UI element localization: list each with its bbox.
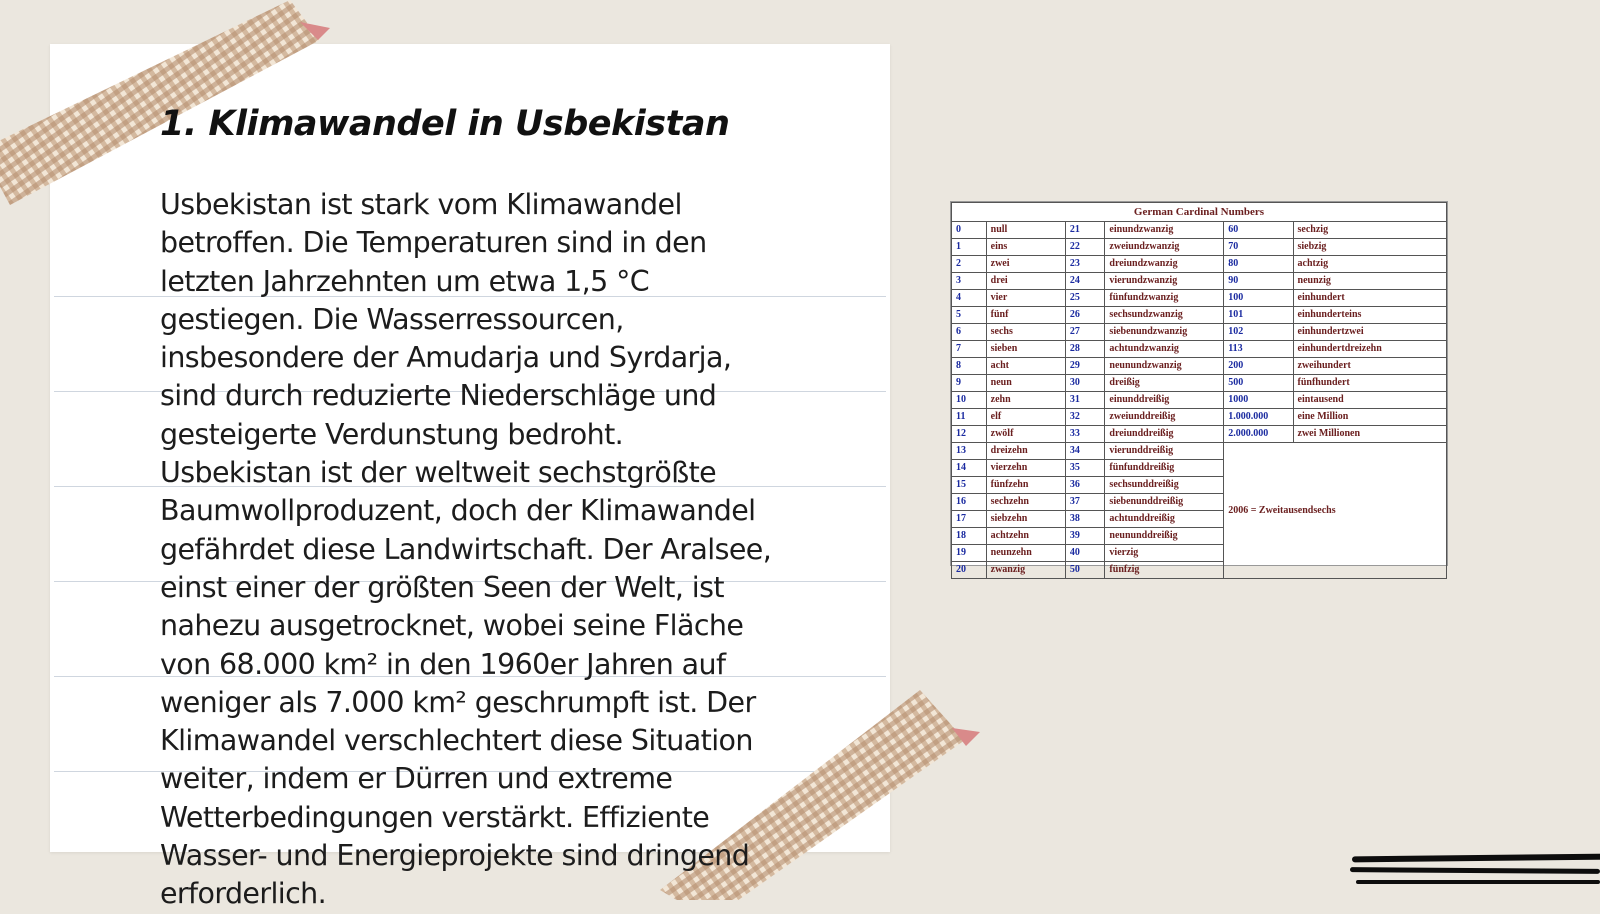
cardinal-numbers-table <box>950 201 1448 575</box>
word-cell: achtunddreißig <box>1105 511 1224 528</box>
word-cell: zweiundzwanzig <box>1105 239 1224 256</box>
number-cell: 5 <box>952 307 987 324</box>
word-cell: sieben <box>986 341 1065 358</box>
number-cell: 1.000.000 <box>1224 409 1293 426</box>
word-cell: achtundzwanzig <box>1105 341 1224 358</box>
word-cell: sechsundzwanzig <box>1105 307 1224 324</box>
word-cell: einhundertdreizehn <box>1293 341 1446 358</box>
number-cell: 21 <box>1065 222 1105 239</box>
word-cell: dreißig <box>1105 375 1224 392</box>
number-cell: 8 <box>952 358 987 375</box>
word-cell: zwei <box>986 256 1065 273</box>
slide-title: 1. Klimawandel in Usbekistan <box>160 104 730 144</box>
brush-stroke-icon <box>1356 880 1600 884</box>
table-row <box>952 239 1447 256</box>
word-cell: dreizehn <box>986 443 1065 460</box>
number-cell: 113 <box>1224 341 1293 358</box>
number-cell: 12 <box>952 426 987 443</box>
word-cell: elf <box>986 409 1065 426</box>
table-row <box>952 222 1447 239</box>
number-cell: 70 <box>1224 239 1293 256</box>
number-cell: 27 <box>1065 324 1105 341</box>
number-cell: 34 <box>1065 443 1105 460</box>
number-cell: 33 <box>1065 426 1105 443</box>
word-cell: neunzig <box>1293 273 1446 290</box>
word-cell: neunundzwanzig <box>1105 358 1224 375</box>
number-cell: 16 <box>952 494 987 511</box>
number-cell: 13 <box>952 443 987 460</box>
word-cell: vierundzwanzig <box>1105 273 1224 290</box>
word-cell: zwölf <box>986 426 1065 443</box>
word-cell: zwei Millionen <box>1293 426 1446 443</box>
table-row <box>952 409 1447 426</box>
word-cell: fünfunddreißig <box>1105 460 1224 477</box>
number-cell: 14 <box>952 460 987 477</box>
number-cell: 39 <box>1065 528 1105 545</box>
number-cell: 2 <box>952 256 987 273</box>
number-cell: 2.000.000 <box>1224 426 1293 443</box>
word-cell: einhundertzwei <box>1293 324 1446 341</box>
number-cell: 38 <box>1065 511 1105 528</box>
word-cell: zweihundert <box>1293 358 1446 375</box>
word-cell: einhundert <box>1293 290 1446 307</box>
word-cell: drei <box>986 273 1065 290</box>
word-cell: null <box>986 222 1065 239</box>
number-cell: 6 <box>952 324 987 341</box>
number-cell: 26 <box>1065 307 1105 324</box>
table-row <box>952 273 1447 290</box>
word-cell: acht <box>986 358 1065 375</box>
word-cell: sechsunddreißig <box>1105 477 1224 494</box>
number-cell: 9 <box>952 375 987 392</box>
word-cell: fünfzig <box>1105 562 1224 579</box>
number-cell: 50 <box>1065 562 1105 579</box>
table-row <box>952 324 1447 341</box>
word-cell: zweiunddreißig <box>1105 409 1224 426</box>
number-cell: 102 <box>1224 324 1293 341</box>
word-cell: eins <box>986 239 1065 256</box>
word-cell: achtzehn <box>986 528 1065 545</box>
table-note: 2006 = Zweitausendsechs <box>1224 443 1447 579</box>
table-row <box>952 307 1447 324</box>
word-cell: fünfzehn <box>986 477 1065 494</box>
number-cell: 7 <box>952 341 987 358</box>
word-cell: siebenundzwanzig <box>1105 324 1224 341</box>
number-cell: 37 <box>1065 494 1105 511</box>
number-cell: 4 <box>952 290 987 307</box>
number-cell: 29 <box>1065 358 1105 375</box>
number-cell: 31 <box>1065 392 1105 409</box>
word-cell: sechzig <box>1293 222 1446 239</box>
word-cell: einhunderteins <box>1293 307 1446 324</box>
number-cell: 28 <box>1065 341 1105 358</box>
word-cell: sechs <box>986 324 1065 341</box>
number-cell: 36 <box>1065 477 1105 494</box>
number-cell: 20 <box>952 562 987 579</box>
table-caption: German Cardinal Numbers <box>952 203 1447 222</box>
number-cell: 15 <box>952 477 987 494</box>
word-cell: vierunddreißig <box>1105 443 1224 460</box>
number-cell: 80 <box>1224 256 1293 273</box>
number-cell: 19 <box>952 545 987 562</box>
brush-stroke-icon <box>1350 867 1600 874</box>
word-cell: fünfundzwanzig <box>1105 290 1224 307</box>
word-cell: einunddreißig <box>1105 392 1224 409</box>
number-cell: 500 <box>1224 375 1293 392</box>
number-cell: 101 <box>1224 307 1293 324</box>
number-cell: 35 <box>1065 460 1105 477</box>
table-row <box>952 375 1447 392</box>
word-cell: vier <box>986 290 1065 307</box>
table-row <box>952 358 1447 375</box>
word-cell: dreiundzwanzig <box>1105 256 1224 273</box>
number-cell: 23 <box>1065 256 1105 273</box>
word-cell: neunzehn <box>986 545 1065 562</box>
word-cell: vierzig <box>1105 545 1224 562</box>
table-row <box>952 290 1447 307</box>
number-cell: 200 <box>1224 358 1293 375</box>
number-cell: 60 <box>1224 222 1293 239</box>
word-cell: siebzehn <box>986 511 1065 528</box>
number-cell: 10 <box>952 392 987 409</box>
number-cell: 0 <box>952 222 987 239</box>
number-cell: 90 <box>1224 273 1293 290</box>
word-cell: vierzehn <box>986 460 1065 477</box>
number-cell: 1000 <box>1224 392 1293 409</box>
number-cell: 22 <box>1065 239 1105 256</box>
word-cell: neununddreißig <box>1105 528 1224 545</box>
number-cell: 25 <box>1065 290 1105 307</box>
word-cell: zwanzig <box>986 562 1065 579</box>
number-cell: 18 <box>952 528 987 545</box>
number-cell: 40 <box>1065 545 1105 562</box>
word-cell: fünfhundert <box>1293 375 1446 392</box>
word-cell: achtzig <box>1293 256 1446 273</box>
number-cell: 17 <box>952 511 987 528</box>
number-cell: 3 <box>952 273 987 290</box>
word-cell: neun <box>986 375 1065 392</box>
table-row <box>952 341 1447 358</box>
table-row <box>952 256 1447 273</box>
brush-stroke-icon <box>1352 854 1600 863</box>
table-row <box>952 392 1447 409</box>
number-cell: 11 <box>952 409 987 426</box>
word-cell: sechzehn <box>986 494 1065 511</box>
slide-body-text: Usbekistan ist stark vom Klimawandel betroffen. Die Temperaturen sind in den letzten Jahrzehnten um etwa 1,5 °C gestiegen. Die Wasserressourcen, insbesondere der Amudarja und Syrdarja, sind durch reduzierte Niederschläge und gesteigerte Verdunstung bedroht. Usbekistan ist der weltweit sechstgrößte Baumwollproduzent, doch der Klimawandel gefährdet diese Landwirtschaft. Der Aralsee, einst einer der größten Seen der Welt, ist nahezu ausgetrocknet, wobei seine Fläche von 68.000 km² in den 1960er Jahren auf weniger als 7.000 km² geschrumpft ist. Der Klimawandel verschlechtert diese Situation weiter, indem er Dürren und extreme Wetterbedingungen verstärkt. Effiziente Wasser- und Energieprojekte sind dringend erforderlich. <box>160 188 772 911</box>
word-cell: fünf <box>986 307 1065 324</box>
number-cell: 30 <box>1065 375 1105 392</box>
word-cell: dreiunddreißig <box>1105 426 1224 443</box>
table-row <box>952 426 1447 443</box>
number-cell: 1 <box>952 239 987 256</box>
word-cell: siebzig <box>1293 239 1446 256</box>
word-cell: eine Million <box>1293 409 1446 426</box>
word-cell: zehn <box>986 392 1065 409</box>
number-cell: 24 <box>1065 273 1105 290</box>
word-cell: eintausend <box>1293 392 1446 409</box>
word-cell: einundzwanzig <box>1105 222 1224 239</box>
table-row <box>952 443 1447 460</box>
number-cell: 32 <box>1065 409 1105 426</box>
number-cell: 100 <box>1224 290 1293 307</box>
word-cell: siebenunddreißig <box>1105 494 1224 511</box>
